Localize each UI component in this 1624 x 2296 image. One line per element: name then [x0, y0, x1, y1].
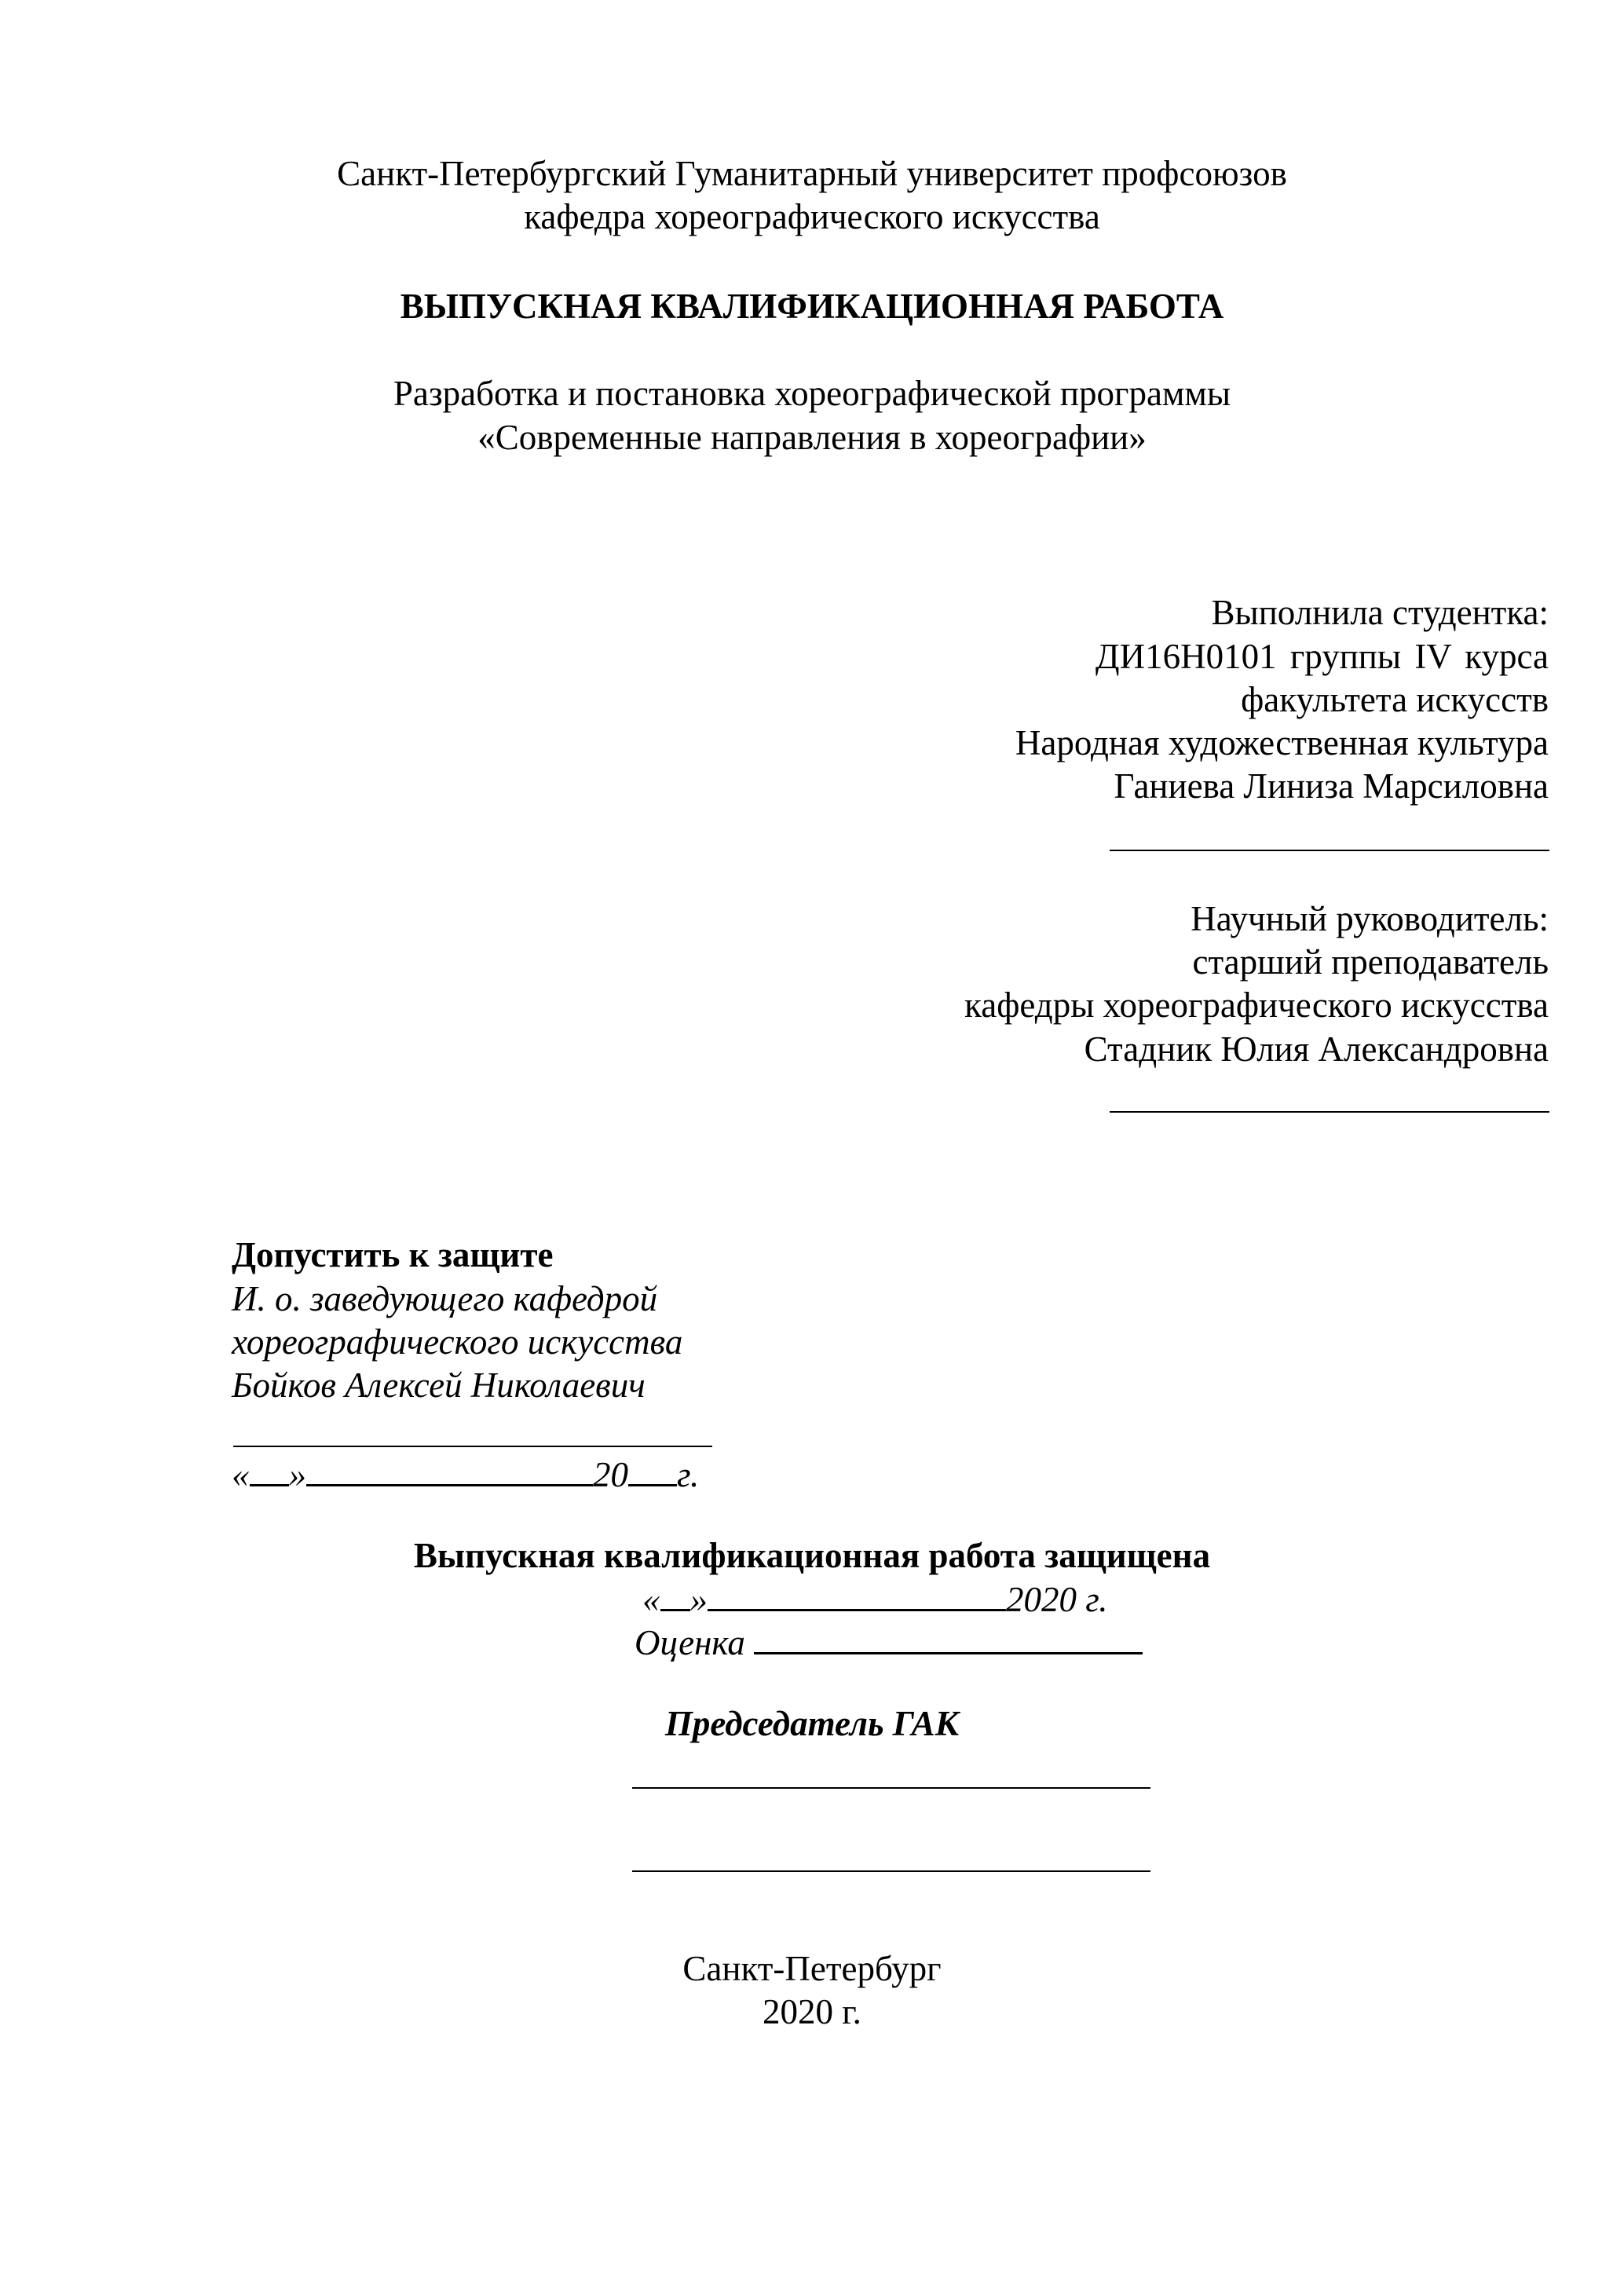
defense-heading: Выпускная квалификационная работа защищена: [413, 1536, 1211, 1575]
defense-grade-label: Оценка: [635, 1623, 745, 1662]
student-specialty: Народная художественная культура: [1015, 723, 1549, 762]
supervisor-signature-line: [1110, 1111, 1549, 1113]
admission-date: [232, 1453, 699, 1497]
commission-chair: Председатель ГАК: [664, 1704, 960, 1743]
admission-year-prefix: 20: [593, 1455, 628, 1494]
topic-line-2: «Современные направления в хореографии»: [477, 418, 1147, 457]
defense-grade: [635, 1621, 1143, 1665]
department-name: кафедра хореографического искусства: [524, 197, 1100, 236]
student-faculty: факультета искусств: [1241, 680, 1549, 719]
defense-date-close: »: [689, 1580, 708, 1619]
admission-date-close: »: [288, 1455, 306, 1494]
admission-date-suffix: г.: [677, 1455, 700, 1494]
footer-year: 2020 г.: [763, 1992, 861, 2031]
commission-signature-line-2: [632, 1870, 1150, 1872]
admission-month-blank: [306, 1453, 593, 1486]
admission-day-blank: [250, 1453, 289, 1486]
admission-head-position: И. о. заведующего кафедрой: [232, 1279, 658, 1318]
defense-month-blank: [708, 1578, 1006, 1611]
student-name: Ганиева Линиза Марсиловна: [1114, 766, 1549, 806]
supervisor-position: старший преподаватель: [1192, 942, 1549, 982]
defense-date-open: «: [642, 1580, 660, 1619]
defense-grade-blank: [754, 1621, 1143, 1654]
student-group: ДИ16Н0101 группы IV курса: [1095, 637, 1549, 676]
defense-date-year: 2020 г.: [1006, 1580, 1108, 1619]
topic-line-1: Разработка и постановка хореографической программы: [393, 374, 1231, 413]
admission-head-department: хореографического искусства: [232, 1322, 683, 1362]
student-label: Выполнила студентка:: [1211, 593, 1549, 632]
supervisor-department: кафедры хореографического искусства: [964, 985, 1549, 1025]
footer-city: Санкт-Петербург: [682, 1949, 942, 1988]
defense-date: [642, 1578, 1107, 1621]
document-title: ВЫПУСКНАЯ КВАЛИФИКАЦИОННАЯ РАБОТА: [400, 287, 1224, 326]
supervisor-label: Научный руководитель:: [1191, 899, 1549, 938]
admission-signature-line: [233, 1446, 712, 1447]
university-name: Санкт-Петербургский Гуманитарный университет профсоюзов: [337, 154, 1287, 193]
student-signature-line: [1110, 850, 1549, 851]
defense-day-blank: [660, 1578, 690, 1611]
supervisor-name: Стадник Юлия Александровна: [1084, 1029, 1549, 1069]
admission-heading: Допустить к защите: [232, 1235, 554, 1274]
commission-signature-line-1: [632, 1787, 1150, 1789]
admission-head-name: Бойков Алексей Николаевич: [232, 1366, 646, 1405]
admission-year-blank: [628, 1453, 677, 1486]
admission-date-open: «: [232, 1455, 250, 1494]
